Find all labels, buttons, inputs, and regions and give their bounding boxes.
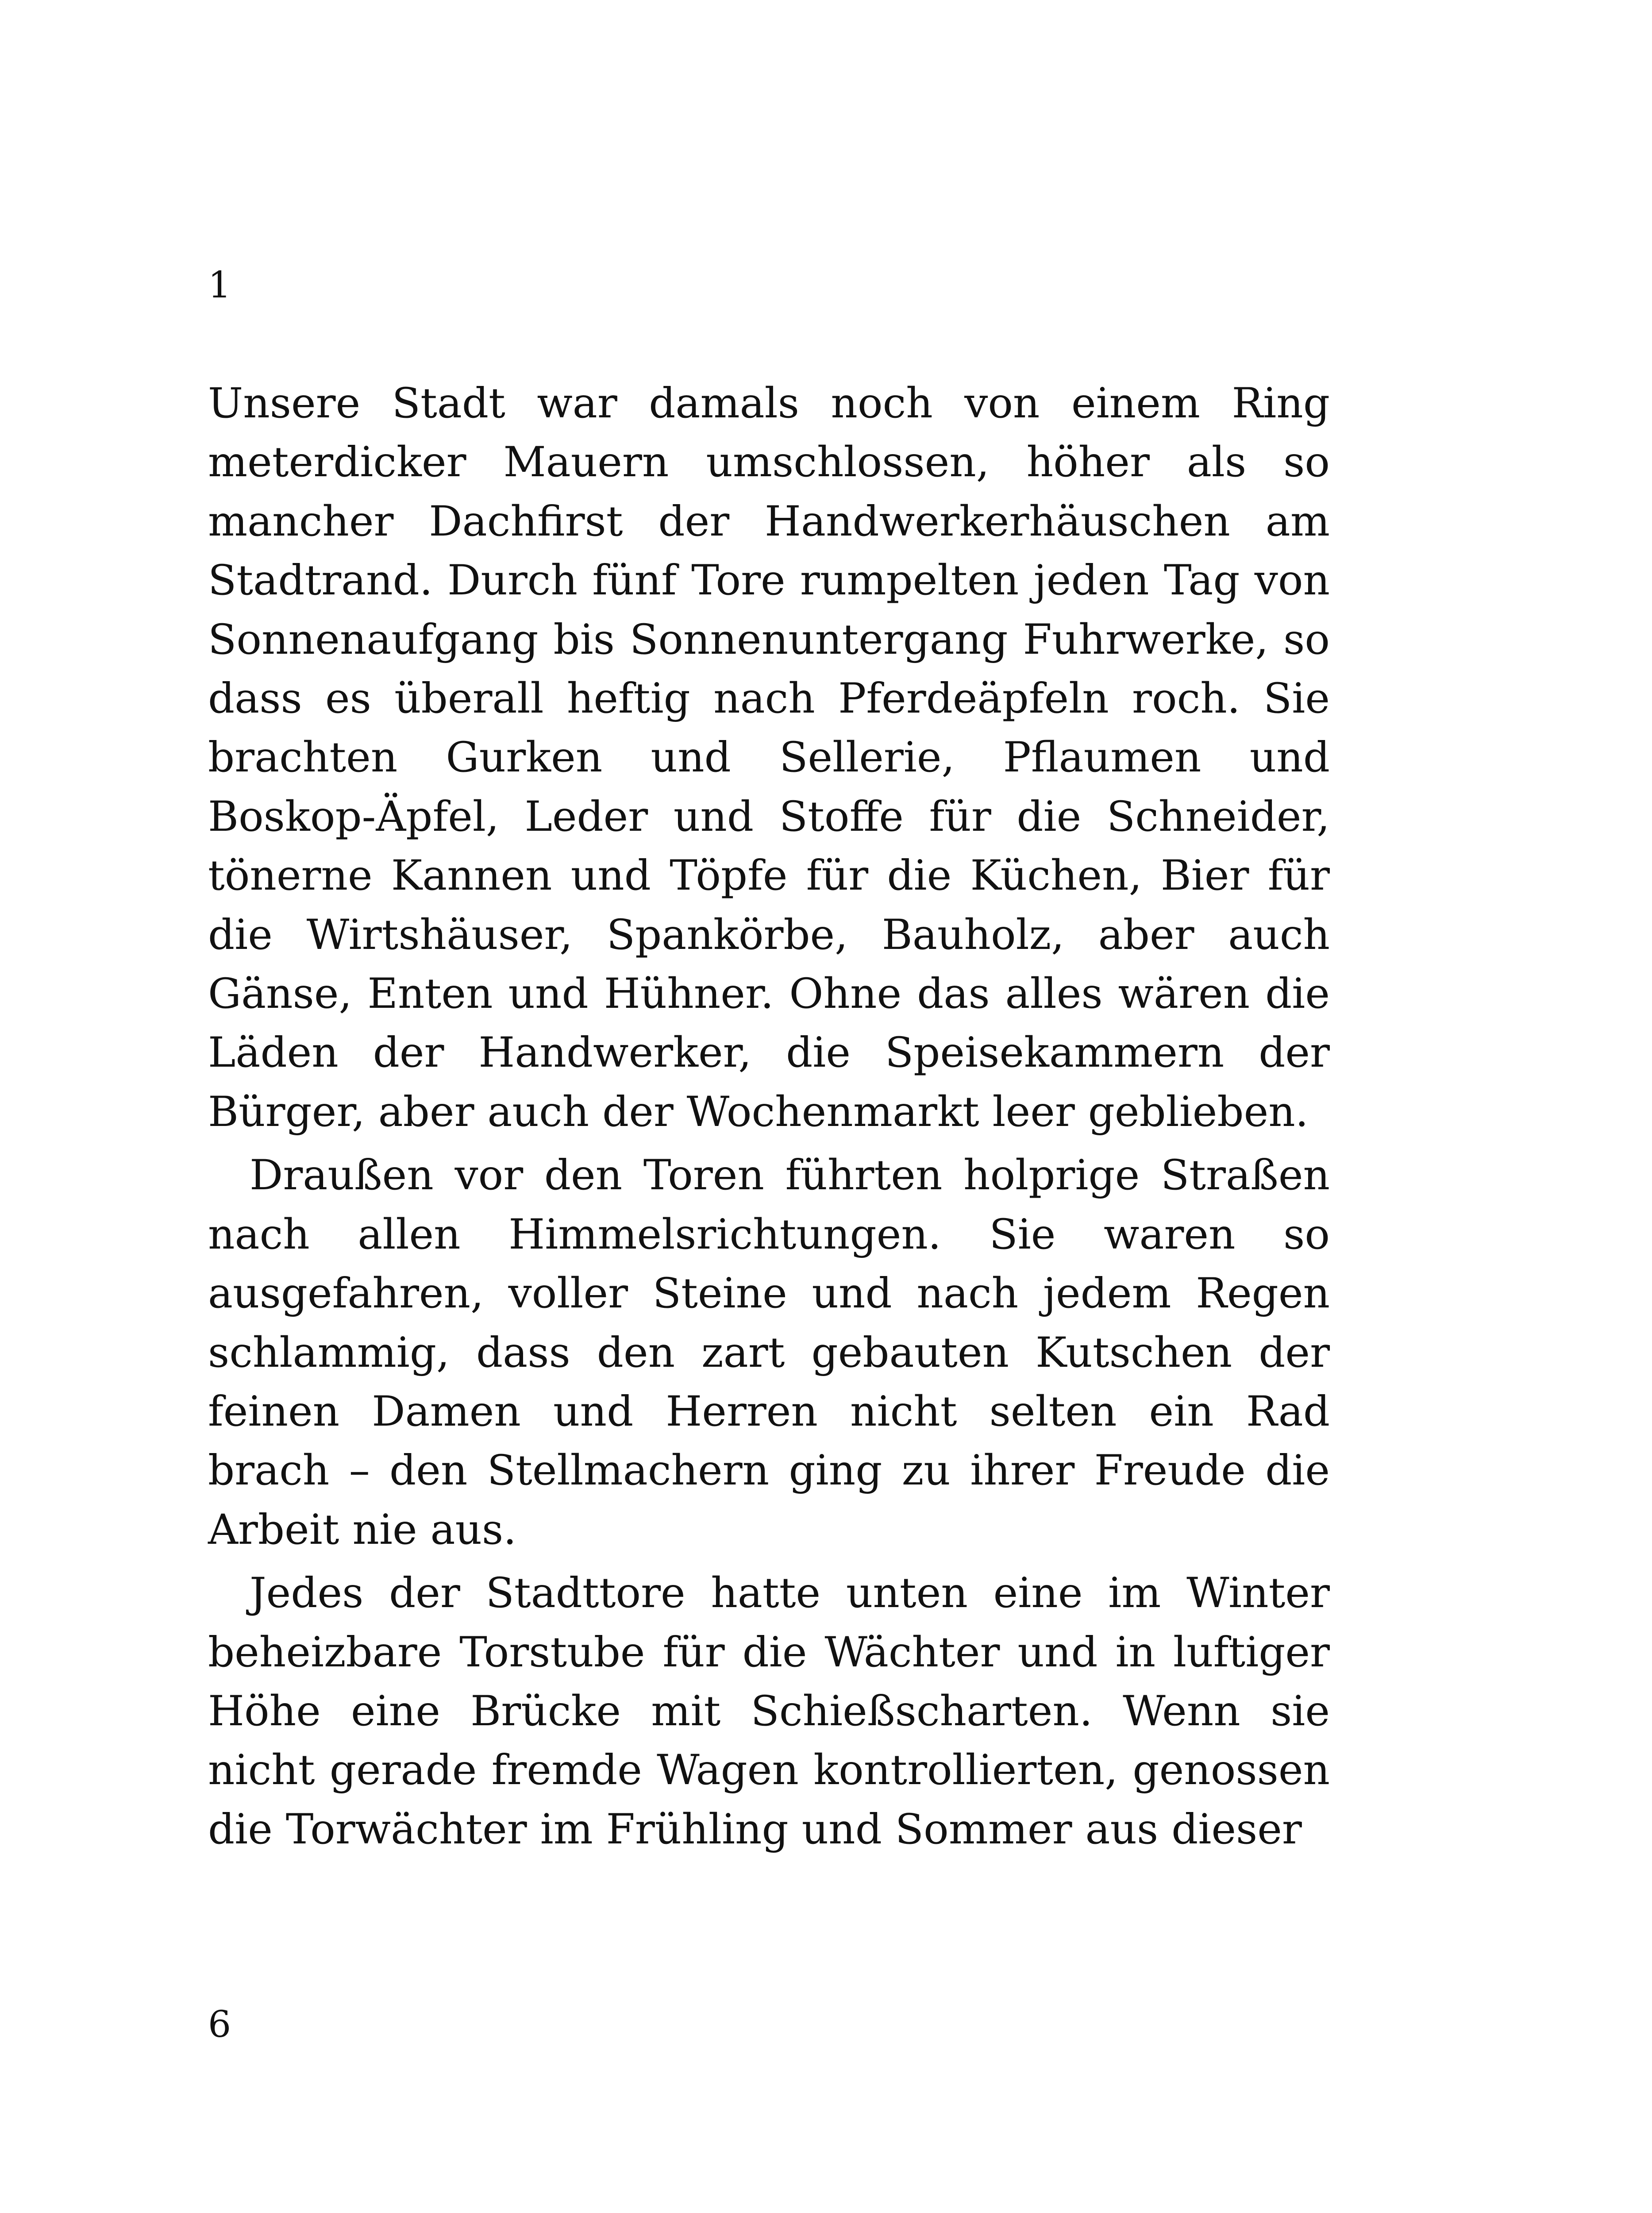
chapter-body (208, 374, 1330, 1859)
chapter-number: 1 (208, 264, 231, 306)
page-number: 6 (208, 2004, 231, 2046)
paragraph-2: Draußen vor den Toren führten holprige Straßen nach allen Himmelsrichtungen. Sie waren so ausgefahren, voller Steine und nach jedem Regen schlammig, dass den zart gebauten Kutschen der feinen Damen und Herren nicht selten ein Rad brach – den Stellmachern ging zu ihrer Freude die Arbeit nie aus. (208, 1151, 1330, 1554)
paragraph-3: Jedes der Stadttore hatte unten eine im Winter beheizbare Torstube für die Wächter und in luftiger Höhe eine Brücke mit Schießscharten. Wenn sie nicht gerade fremde Wagen kontrollierten, genossen die Torwächter im Frühling und Sommer aus dieser (208, 1569, 1330, 1854)
paragraph-1: Unsere Stadt war damals noch von einem Ring meterdicker Mauern umschlossen, höher als so mancher Dachfirst der Handwerkerhäuschen am Stadtrand. Durch fünf Tore rumpelten jeden Tag von Sonnenaufgang bis Sonnenuntergang Fuhrwerke, so dass es überall heftig nach Pferdeäpfeln roch. Sie brachten Gurken und Sellerie, Pflaumen und Boskop-Äpfel, Leder und Stoffe für die Schneider, tönerne Kannen und Töpfe für die Küchen, Bier für die Wirtshäuser, Spankörbe, Bauholz, aber auch Gänse, Enten und Hühner. Ohne das alles wären die Läden der Handwerker, die Speisekammern der Bürger, aber auch der Wochenmarkt leer geblieben. (208, 379, 1330, 1136)
